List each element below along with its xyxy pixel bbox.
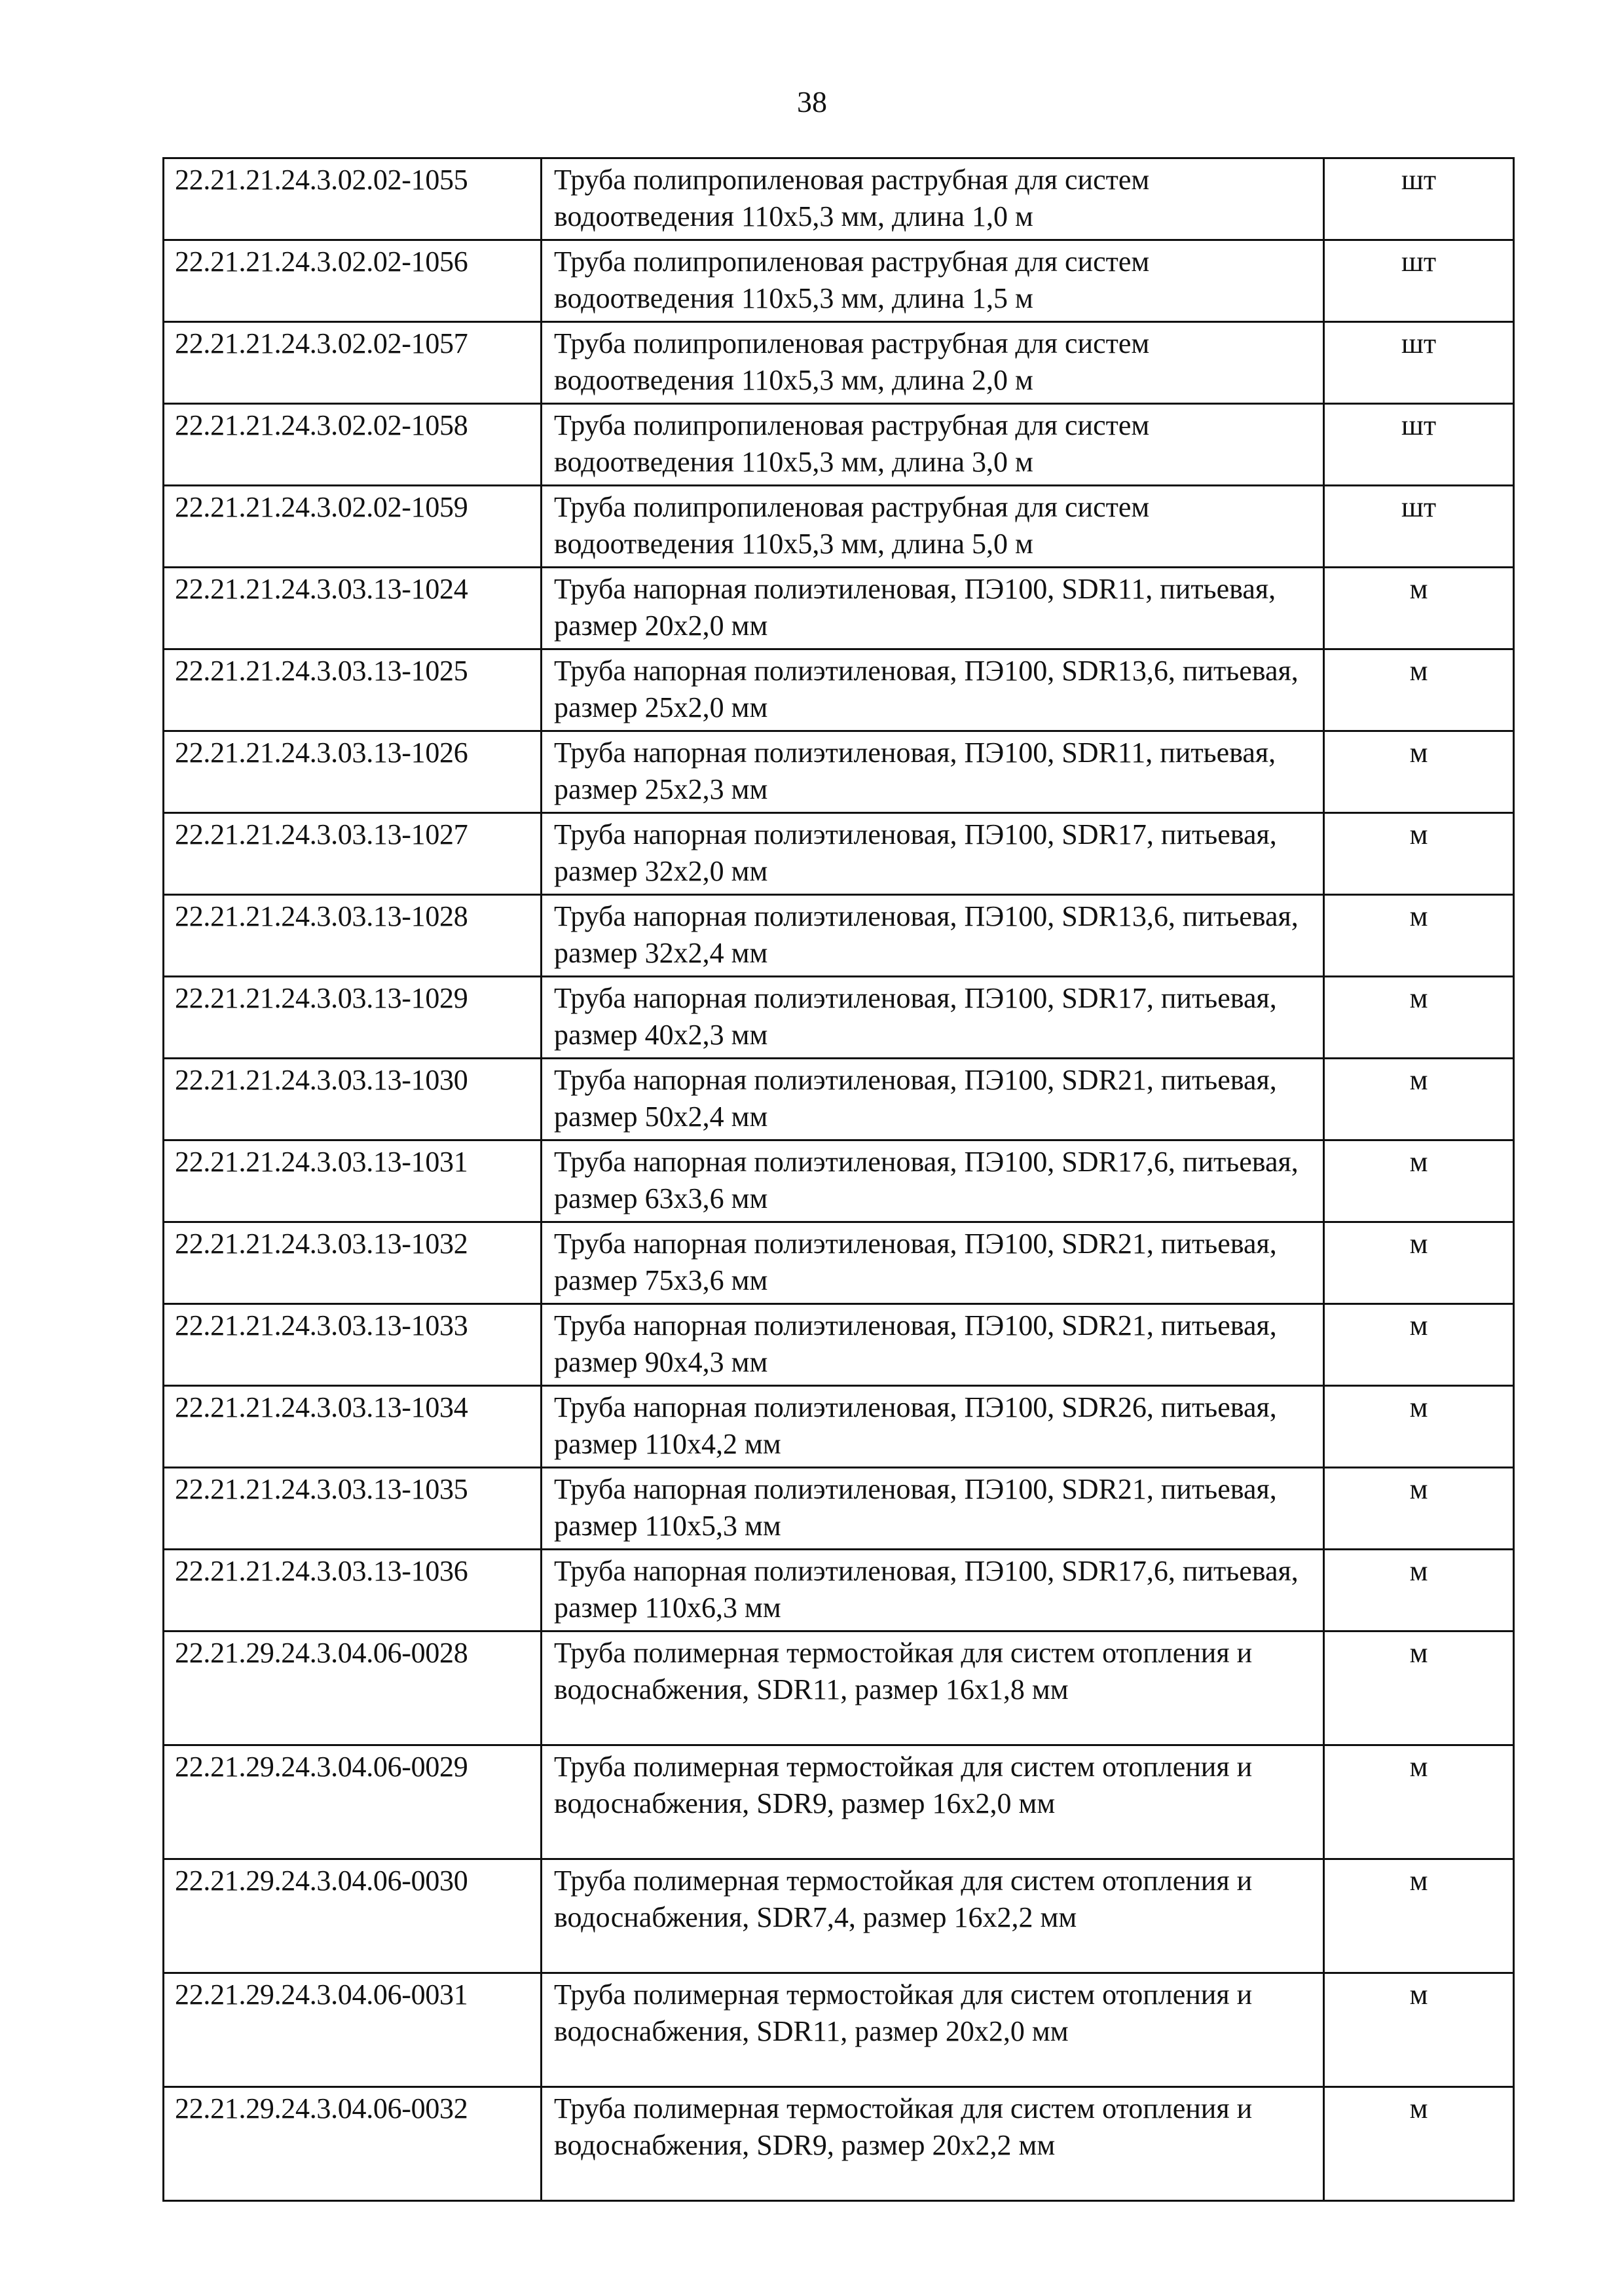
resource-code: 22.21.21.24.3.03.13-1034 — [164, 1386, 542, 1468]
table-row — [164, 1386, 1514, 1468]
unit-of-measure: м — [1324, 2087, 1514, 2201]
resource-code: 22.21.29.24.3.04.06-0030 — [164, 1859, 542, 1973]
unit-of-measure: м — [1324, 895, 1514, 977]
resource-code: 22.21.21.24.3.03.13-1024 — [164, 568, 542, 649]
resource-name: Труба напорная полиэтиленовая, ПЭ100, SDR11, питьевая, размер 25x2,3 мм — [542, 731, 1324, 813]
unit-of-measure: м — [1324, 977, 1514, 1059]
unit-of-measure: м — [1324, 568, 1514, 649]
resource-name: Труба полипропиленовая раструбная для систем водоотведения 110x5,3 мм, длина 1,0 м — [542, 158, 1324, 240]
table-row — [164, 731, 1514, 813]
unit-of-measure: м — [1324, 1550, 1514, 1631]
unit-of-measure: шт — [1324, 240, 1514, 322]
resource-code: 22.21.21.24.3.03.13-1035 — [164, 1468, 542, 1550]
resource-code: 22.21.21.24.3.02.02-1059 — [164, 486, 542, 568]
table-row — [164, 322, 1514, 404]
resource-code: 22.21.21.24.3.02.02-1056 — [164, 240, 542, 322]
resource-name: Труба полипропиленовая раструбная для систем водоотведения 110x5,3 мм, длина 5,0 м — [542, 486, 1324, 568]
unit-of-measure: м — [1324, 731, 1514, 813]
unit-of-measure: м — [1324, 1059, 1514, 1140]
unit-of-measure: м — [1324, 1140, 1514, 1222]
unit-of-measure: шт — [1324, 158, 1514, 240]
resource-name: Труба напорная полиэтиленовая, ПЭ100, SDR17,6, питьевая, размер 110x6,3 мм — [542, 1550, 1324, 1631]
resource-code: 22.21.21.24.3.03.13-1033 — [164, 1304, 542, 1386]
resource-code: 22.21.21.24.3.02.02-1058 — [164, 404, 542, 486]
unit-of-measure: м — [1324, 813, 1514, 895]
resource-name: Труба напорная полиэтиленовая, ПЭ100, SDR21, питьевая, размер 90x4,3 мм — [542, 1304, 1324, 1386]
unit-of-measure: м — [1324, 1745, 1514, 1859]
resource-name: Труба напорная полиэтиленовая, ПЭ100, SDR11, питьевая, размер 20x2,0 мм — [542, 568, 1324, 649]
unit-of-measure: м — [1324, 1468, 1514, 1550]
resource-name: Труба полимерная термостойкая для систем отопления и водоснабжения, SDR9, размер 20x2,2 мм — [542, 2087, 1324, 2201]
table-row — [164, 895, 1514, 977]
materials-table — [162, 157, 1515, 2202]
table-row — [164, 977, 1514, 1059]
resource-name: Труба напорная полиэтиленовая, ПЭ100, SDR13,6, питьевая, размер 32x2,4 мм — [542, 895, 1324, 977]
unit-of-measure: м — [1324, 649, 1514, 731]
unit-of-measure: м — [1324, 1973, 1514, 2087]
resource-code: 22.21.21.24.3.03.13-1031 — [164, 1140, 542, 1222]
table-row — [164, 486, 1514, 568]
resource-code: 22.21.29.24.3.04.06-0031 — [164, 1973, 542, 2087]
resource-name: Труба полипропиленовая раструбная для систем водоотведения 110x5,3 мм, длина 1,5 м — [542, 240, 1324, 322]
table-row — [164, 240, 1514, 322]
unit-of-measure: м — [1324, 1859, 1514, 1973]
resource-code: 22.21.21.24.3.02.02-1057 — [164, 322, 542, 404]
unit-of-measure: шт — [1324, 322, 1514, 404]
table-row — [164, 1550, 1514, 1631]
table-row — [164, 1304, 1514, 1386]
resource-code: 22.21.21.24.3.03.13-1026 — [164, 731, 542, 813]
resource-name: Труба напорная полиэтиленовая, ПЭ100, SDR17,6, питьевая, размер 63x3,6 мм — [542, 1140, 1324, 1222]
resource-name: Труба полимерная термостойкая для систем отопления и водоснабжения, SDR11, размер 16x1,8 мм — [542, 1631, 1324, 1745]
page-number: 38 — [797, 85, 827, 118]
unit-of-measure: м — [1324, 1631, 1514, 1745]
table-row — [164, 649, 1514, 731]
resource-code: 22.21.29.24.3.04.06-0028 — [164, 1631, 542, 1745]
table-row — [164, 1973, 1514, 2087]
resource-code: 22.21.29.24.3.04.06-0029 — [164, 1745, 542, 1859]
table-row — [164, 158, 1514, 240]
resource-name: Труба напорная полиэтиленовая, ПЭ100, SDR17, питьевая, размер 40x2,3 мм — [542, 977, 1324, 1059]
table-row — [164, 1631, 1514, 1745]
resource-name: Труба полимерная термостойкая для систем отопления и водоснабжения, SDR7,4, размер 16x2,2 мм — [542, 1859, 1324, 1973]
table-row — [164, 813, 1514, 895]
resource-name: Труба напорная полиэтиленовая, ПЭ100, SDR26, питьевая, размер 110x4,2 мм — [542, 1386, 1324, 1468]
unit-of-measure: шт — [1324, 404, 1514, 486]
resource-name: Труба напорная полиэтиленовая, ПЭ100, SDR21, питьевая, размер 50x2,4 мм — [542, 1059, 1324, 1140]
unit-of-measure: м — [1324, 1222, 1514, 1304]
resource-code: 22.21.21.24.3.03.13-1028 — [164, 895, 542, 977]
resource-name: Труба напорная полиэтиленовая, ПЭ100, SDR17, питьевая, размер 32x2,0 мм — [542, 813, 1324, 895]
table-row — [164, 1468, 1514, 1550]
resource-name: Труба полипропиленовая раструбная для систем водоотведения 110x5,3 мм, длина 2,0 м — [542, 322, 1324, 404]
table-row — [164, 404, 1514, 486]
resource-code: 22.21.29.24.3.04.06-0032 — [164, 2087, 542, 2201]
unit-of-measure: шт — [1324, 486, 1514, 568]
table-row — [164, 1059, 1514, 1140]
resource-name: Труба напорная полиэтиленовая, ПЭ100, SDR21, питьевая, размер 75x3,6 мм — [542, 1222, 1324, 1304]
resource-code: 22.21.21.24.3.03.13-1036 — [164, 1550, 542, 1631]
resource-code: 22.21.21.24.3.03.13-1032 — [164, 1222, 542, 1304]
resource-code: 22.21.21.24.3.03.13-1030 — [164, 1059, 542, 1140]
resource-name: Труба напорная полиэтиленовая, ПЭ100, SDR21, питьевая, размер 110x5,3 мм — [542, 1468, 1324, 1550]
resource-name: Труба полипропиленовая раструбная для систем водоотведения 110x5,3 мм, длина 3,0 м — [542, 404, 1324, 486]
resource-name: Труба напорная полиэтиленовая, ПЭ100, SDR13,6, питьевая, размер 25x2,0 мм — [542, 649, 1324, 731]
resource-name: Труба полимерная термостойкая для систем отопления и водоснабжения, SDR9, размер 16x2,0 мм — [542, 1745, 1324, 1859]
table-row — [164, 1222, 1514, 1304]
resource-code: 22.21.21.24.3.03.13-1029 — [164, 977, 542, 1059]
resource-code: 22.21.21.24.3.03.13-1025 — [164, 649, 542, 731]
resource-name: Труба полимерная термостойкая для систем отопления и водоснабжения, SDR11, размер 20x2,0 мм — [542, 1973, 1324, 2087]
table-row — [164, 2087, 1514, 2201]
unit-of-measure: м — [1324, 1304, 1514, 1386]
resource-code: 22.21.21.24.3.03.13-1027 — [164, 813, 542, 895]
unit-of-measure: м — [1324, 1386, 1514, 1468]
resource-code: 22.21.21.24.3.02.02-1055 — [164, 158, 542, 240]
table-row — [164, 568, 1514, 649]
table-row — [164, 1859, 1514, 1973]
table-row — [164, 1745, 1514, 1859]
table-row — [164, 1140, 1514, 1222]
